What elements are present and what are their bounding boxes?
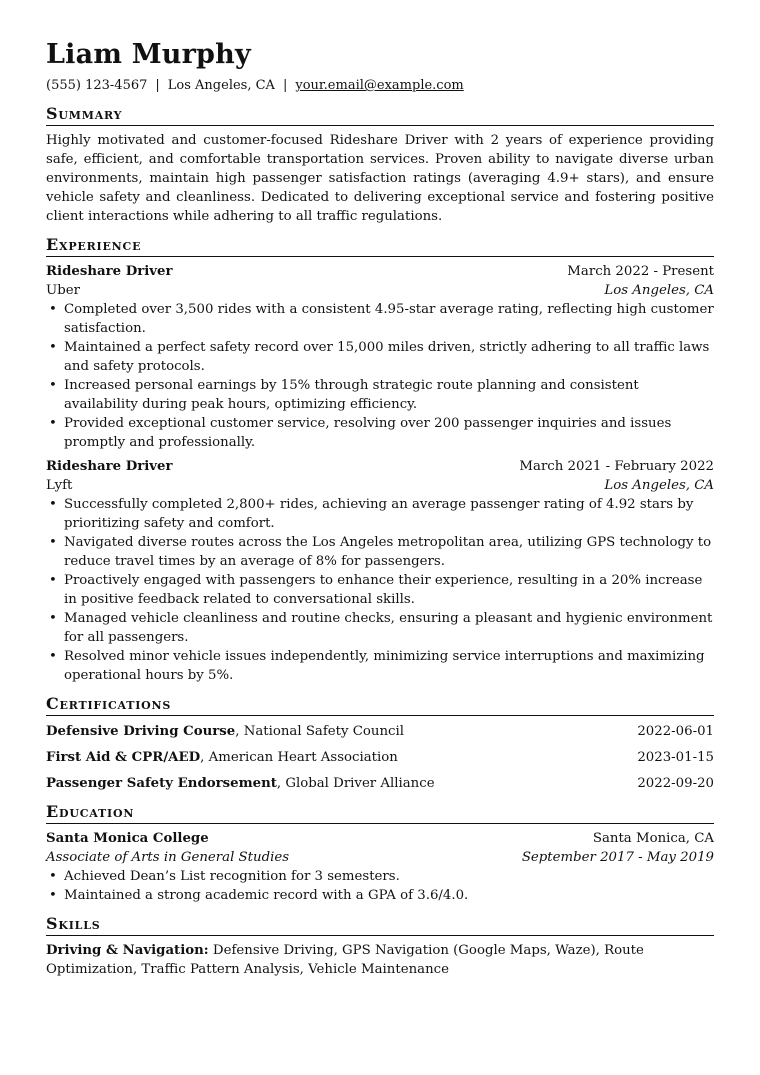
job-company: Lyft [46, 478, 73, 493]
candidate-name: Liam Murphy [46, 39, 251, 70]
list-item [46, 647, 714, 685]
bullet-icon: • [49, 416, 57, 431]
bullet-text: Completed over 3,500 rides with a consistent 4.95-star average rating, reflecting high customer satisfaction. [64, 302, 714, 336]
skills-heading: Skills [46, 914, 714, 936]
bullet-text: Provided exceptional customer service, resolving over 200 passenger inquiries and issues promptly and professionally. [64, 416, 672, 450]
certification-date: 2022-09-20 [637, 776, 714, 791]
job-entry [46, 262, 714, 452]
skills-line [46, 941, 714, 979]
job-role: Rideshare Driver [46, 459, 173, 474]
certification-name: Defensive Driving Course [46, 724, 236, 739]
job-role: Rideshare Driver [46, 264, 173, 279]
bullet-text: Successfully completed 2,800+ rides, achieving an average passenger rating of 4.92 stars by prioritizing safety and comfort. [64, 497, 694, 531]
bullet-text: Resolved minor vehicle issues independently, minimizing service interruptions and maximizing operational hours by 5%. [64, 649, 705, 683]
degree: Associate of Arts in General Studies [46, 850, 290, 865]
job-bullets [46, 300, 714, 452]
email-link[interactable]: your.email@example.com [295, 78, 464, 93]
list-item [46, 533, 714, 571]
job-company: Uber [46, 283, 80, 298]
job-dates: March 2022 - Present [567, 264, 714, 279]
contact-line [46, 77, 714, 95]
bullet-icon: • [49, 888, 57, 903]
certification-issuer: , American Heart Association [200, 750, 398, 765]
certification-issuer: , National Safety Council [235, 724, 404, 739]
bullet-text: Navigated diverse routes across the Los Angeles metropolitan area, utilizing GPS technology to reduce travel times by an average of 8% for passengers. [64, 535, 712, 569]
bullet-text: Increased personal earnings by 15% through strategic route planning and consistent availability during peak hours, optimizing efficiency. [64, 378, 639, 412]
list-item [46, 495, 714, 533]
list-item [46, 300, 714, 338]
bullet-icon: • [49, 535, 57, 550]
job-location: Los Angeles, CA [604, 478, 714, 493]
bullet-icon: • [49, 302, 57, 317]
job-bullets [46, 495, 714, 685]
bullet-text: Achieved Dean’s List recognition for 3 semesters. [64, 869, 400, 884]
phone-number: (555) 123-4567 [46, 78, 148, 93]
certification-date: 2022-06-01 [637, 724, 714, 739]
bullet-text: Managed vehicle cleanliness and routine checks, ensuring a pleasant and hygienic environment for all passengers. [64, 611, 713, 645]
certification-name: Passenger Safety Endorsement [46, 776, 277, 791]
list-item [46, 609, 714, 647]
list-item [46, 376, 714, 414]
certification-row [46, 748, 714, 767]
education-heading: Education [46, 802, 714, 824]
list-item [46, 338, 714, 376]
resume-page [46, 38, 714, 979]
education-subheader [46, 848, 714, 867]
job-header [46, 457, 714, 476]
bullet-text: Maintained a strong academic record with a GPA of 3.6/4.0. [64, 888, 469, 903]
bullet-icon: • [49, 611, 57, 626]
education-bullets [46, 867, 714, 905]
job-header [46, 262, 714, 281]
bullet-icon: • [49, 649, 57, 664]
bullet-icon: • [49, 869, 57, 884]
contact-separator: | [155, 78, 160, 93]
education-header [46, 829, 714, 848]
summary-text: Highly motivated and customer-focused Rideshare Driver with 2 years of experience providing safe, efficient, and comfortable transportation services. Proven ability to navigate diverse urban environments, maintain high passenger satisfaction ratings (averaging 4.9+ stars), and ensure vehicle safety and cleanliness. Dedicated to delivering exceptional service and fostering positive client interactions while adhering to all traffic regulations. [46, 133, 714, 224]
experience-heading: Experience [46, 235, 714, 257]
summary-heading: Summary [46, 104, 714, 126]
bullet-icon: • [49, 573, 57, 588]
contact-separator: | [282, 78, 288, 93]
certification-date: 2023-01-15 [637, 750, 714, 765]
education-dates: September 2017 - May 2019 [521, 850, 714, 865]
location: Los Angeles, CA [167, 78, 275, 93]
certification-name: First Aid & CPR/AED [46, 750, 201, 765]
job-subheader [46, 281, 714, 300]
certifications-list [46, 722, 714, 793]
list-item [46, 414, 714, 452]
list-item [46, 571, 714, 609]
education-entry [46, 829, 714, 905]
skills-category: Driving & Navigation: [46, 943, 209, 958]
list-item [46, 867, 714, 886]
bullet-icon: • [49, 497, 57, 512]
list-item [46, 886, 714, 905]
certification-row [46, 722, 714, 741]
school-name: Santa Monica College [46, 831, 209, 846]
job-subheader [46, 476, 714, 495]
bullet-text: Proactively engaged with passengers to enhance their experience, resulting in a 20% increase in positive feedback related to conversational skills. [64, 573, 703, 607]
skills-list: Defensive Driving, GPS Navigation (Google Maps, Waze), Route Optimization, Traffic Pattern Analysis, Vehicle Maintenance [46, 943, 644, 977]
job-dates: March 2021 - February 2022 [519, 459, 714, 474]
certifications-heading: Certifications [46, 694, 714, 716]
certification-issuer: , Global Driver Alliance [276, 776, 435, 791]
bullet-icon: • [49, 378, 57, 393]
job-location: Los Angeles, CA [604, 283, 714, 298]
bullet-text: Maintained a perfect safety record over 15,000 miles driven, strictly adhering to all traffic laws and safety protocols. [64, 340, 710, 374]
job-entry [46, 457, 714, 685]
certification-row [46, 774, 714, 793]
bullet-icon: • [49, 340, 57, 355]
school-location: Santa Monica, CA [592, 831, 714, 846]
